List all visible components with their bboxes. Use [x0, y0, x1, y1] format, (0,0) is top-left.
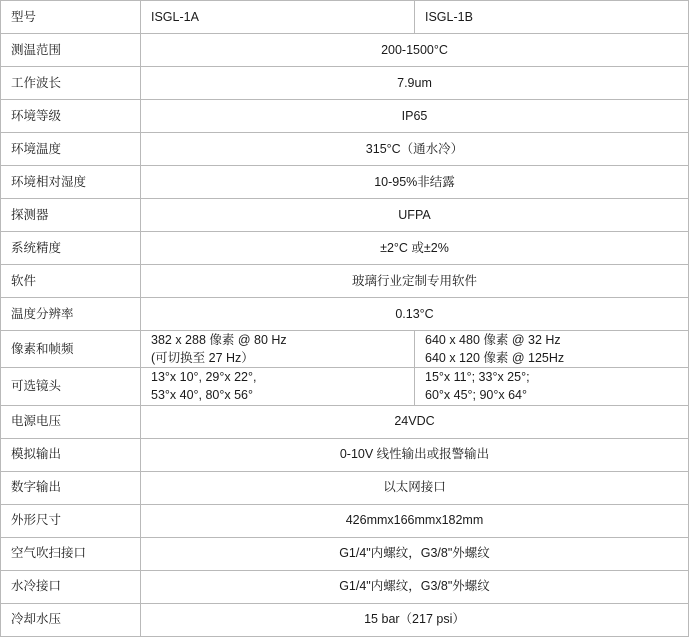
table-row: [1, 438, 689, 471]
row-label: 温度分辨率: [1, 298, 141, 331]
row-label: 可选镜头: [1, 368, 141, 405]
row-label: 系统精度: [1, 232, 141, 265]
table-row: [1, 100, 689, 133]
row-value-col1: [141, 368, 415, 405]
table-row: [1, 34, 689, 67]
row-label: 工作波长: [1, 67, 141, 100]
row-label: 模拟输出: [1, 438, 141, 471]
row-value: UFPA: [141, 199, 689, 232]
row-label: 探测器: [1, 199, 141, 232]
table-row: [1, 133, 689, 166]
row-label: 型号: [1, 1, 141, 34]
table-row: [1, 570, 689, 603]
table-row: [1, 405, 689, 438]
row-label: 软件: [1, 265, 141, 298]
row-label: 环境温度: [1, 133, 141, 166]
row-value: IP65: [141, 100, 689, 133]
row-label: 像素和帧频: [1, 331, 141, 368]
row-label: 测温范围: [1, 34, 141, 67]
row-label: 数字输出: [1, 471, 141, 504]
row-value-col2: [415, 368, 689, 405]
row-label: 空气吹扫接口: [1, 537, 141, 570]
row-value: 0-10V 线性输出或报警输出: [141, 438, 689, 471]
table-row: [1, 368, 689, 405]
row-value: 7.9um: [141, 67, 689, 100]
row-label: 水冷接口: [1, 570, 141, 603]
table-row: [1, 603, 689, 636]
row-value-line: 640 x 480 像素 @ 32 Hz: [425, 333, 561, 347]
row-value: ±2°C 或±2%: [141, 232, 689, 265]
row-value: 315°C（通水冷）: [141, 133, 689, 166]
row-value: 以太网接口: [141, 471, 689, 504]
row-value-col1: ISGL-1A: [141, 1, 415, 34]
specification-table-body: [1, 1, 689, 637]
row-value: 200-1500°C: [141, 34, 689, 67]
row-label: 环境等级: [1, 100, 141, 133]
row-value-line: (可切换至 27 Hz）: [151, 351, 254, 366]
row-value-line: 53°x 40°, 80°x 56°: [151, 388, 254, 403]
row-value: 426mmx166mmx182mm: [141, 504, 689, 537]
row-value: 0.13°C: [141, 298, 689, 331]
row-value-line: 60°x 45°; 90°x 64°: [425, 388, 528, 403]
table-row: [1, 331, 689, 368]
table-row: [1, 298, 689, 331]
row-value: 玻璃行业定制专用软件: [141, 265, 689, 298]
row-value: G1/4"内螺纹，G3/8"外螺纹: [141, 570, 689, 603]
row-label: 外形尺寸: [1, 504, 141, 537]
row-value: 10-95%非结露: [141, 166, 689, 199]
row-value: 15 bar（217 psi）: [141, 603, 689, 636]
table-row: [1, 199, 689, 232]
table-row: [1, 232, 689, 265]
table-row: [1, 166, 689, 199]
row-label: 环境相对湿度: [1, 166, 141, 199]
table-row: [1, 471, 689, 504]
row-value-line: 15°x 11°; 33°x 25°;: [425, 370, 530, 385]
row-value-line: 640 x 120 像素 @ 125Hz: [425, 351, 565, 366]
row-value: 24VDC: [141, 405, 689, 438]
table-row: [1, 265, 689, 298]
table-row: [1, 537, 689, 570]
row-label: 冷却水压: [1, 603, 141, 636]
row-value-line: 13°x 10°, 29°x 22°,: [151, 370, 257, 385]
row-value-col2: [415, 331, 689, 368]
row-label: 电源电压: [1, 405, 141, 438]
table-row: [1, 504, 689, 537]
table-row: [1, 67, 689, 100]
row-value-col2: ISGL-1B: [415, 1, 689, 34]
table-row: [1, 1, 689, 34]
row-value: G1/4"内螺纹，G3/8"外螺纹: [141, 537, 689, 570]
row-value-col1: [141, 331, 415, 368]
row-value-line: 382 x 288 像素 @ 80 Hz: [151, 333, 287, 347]
